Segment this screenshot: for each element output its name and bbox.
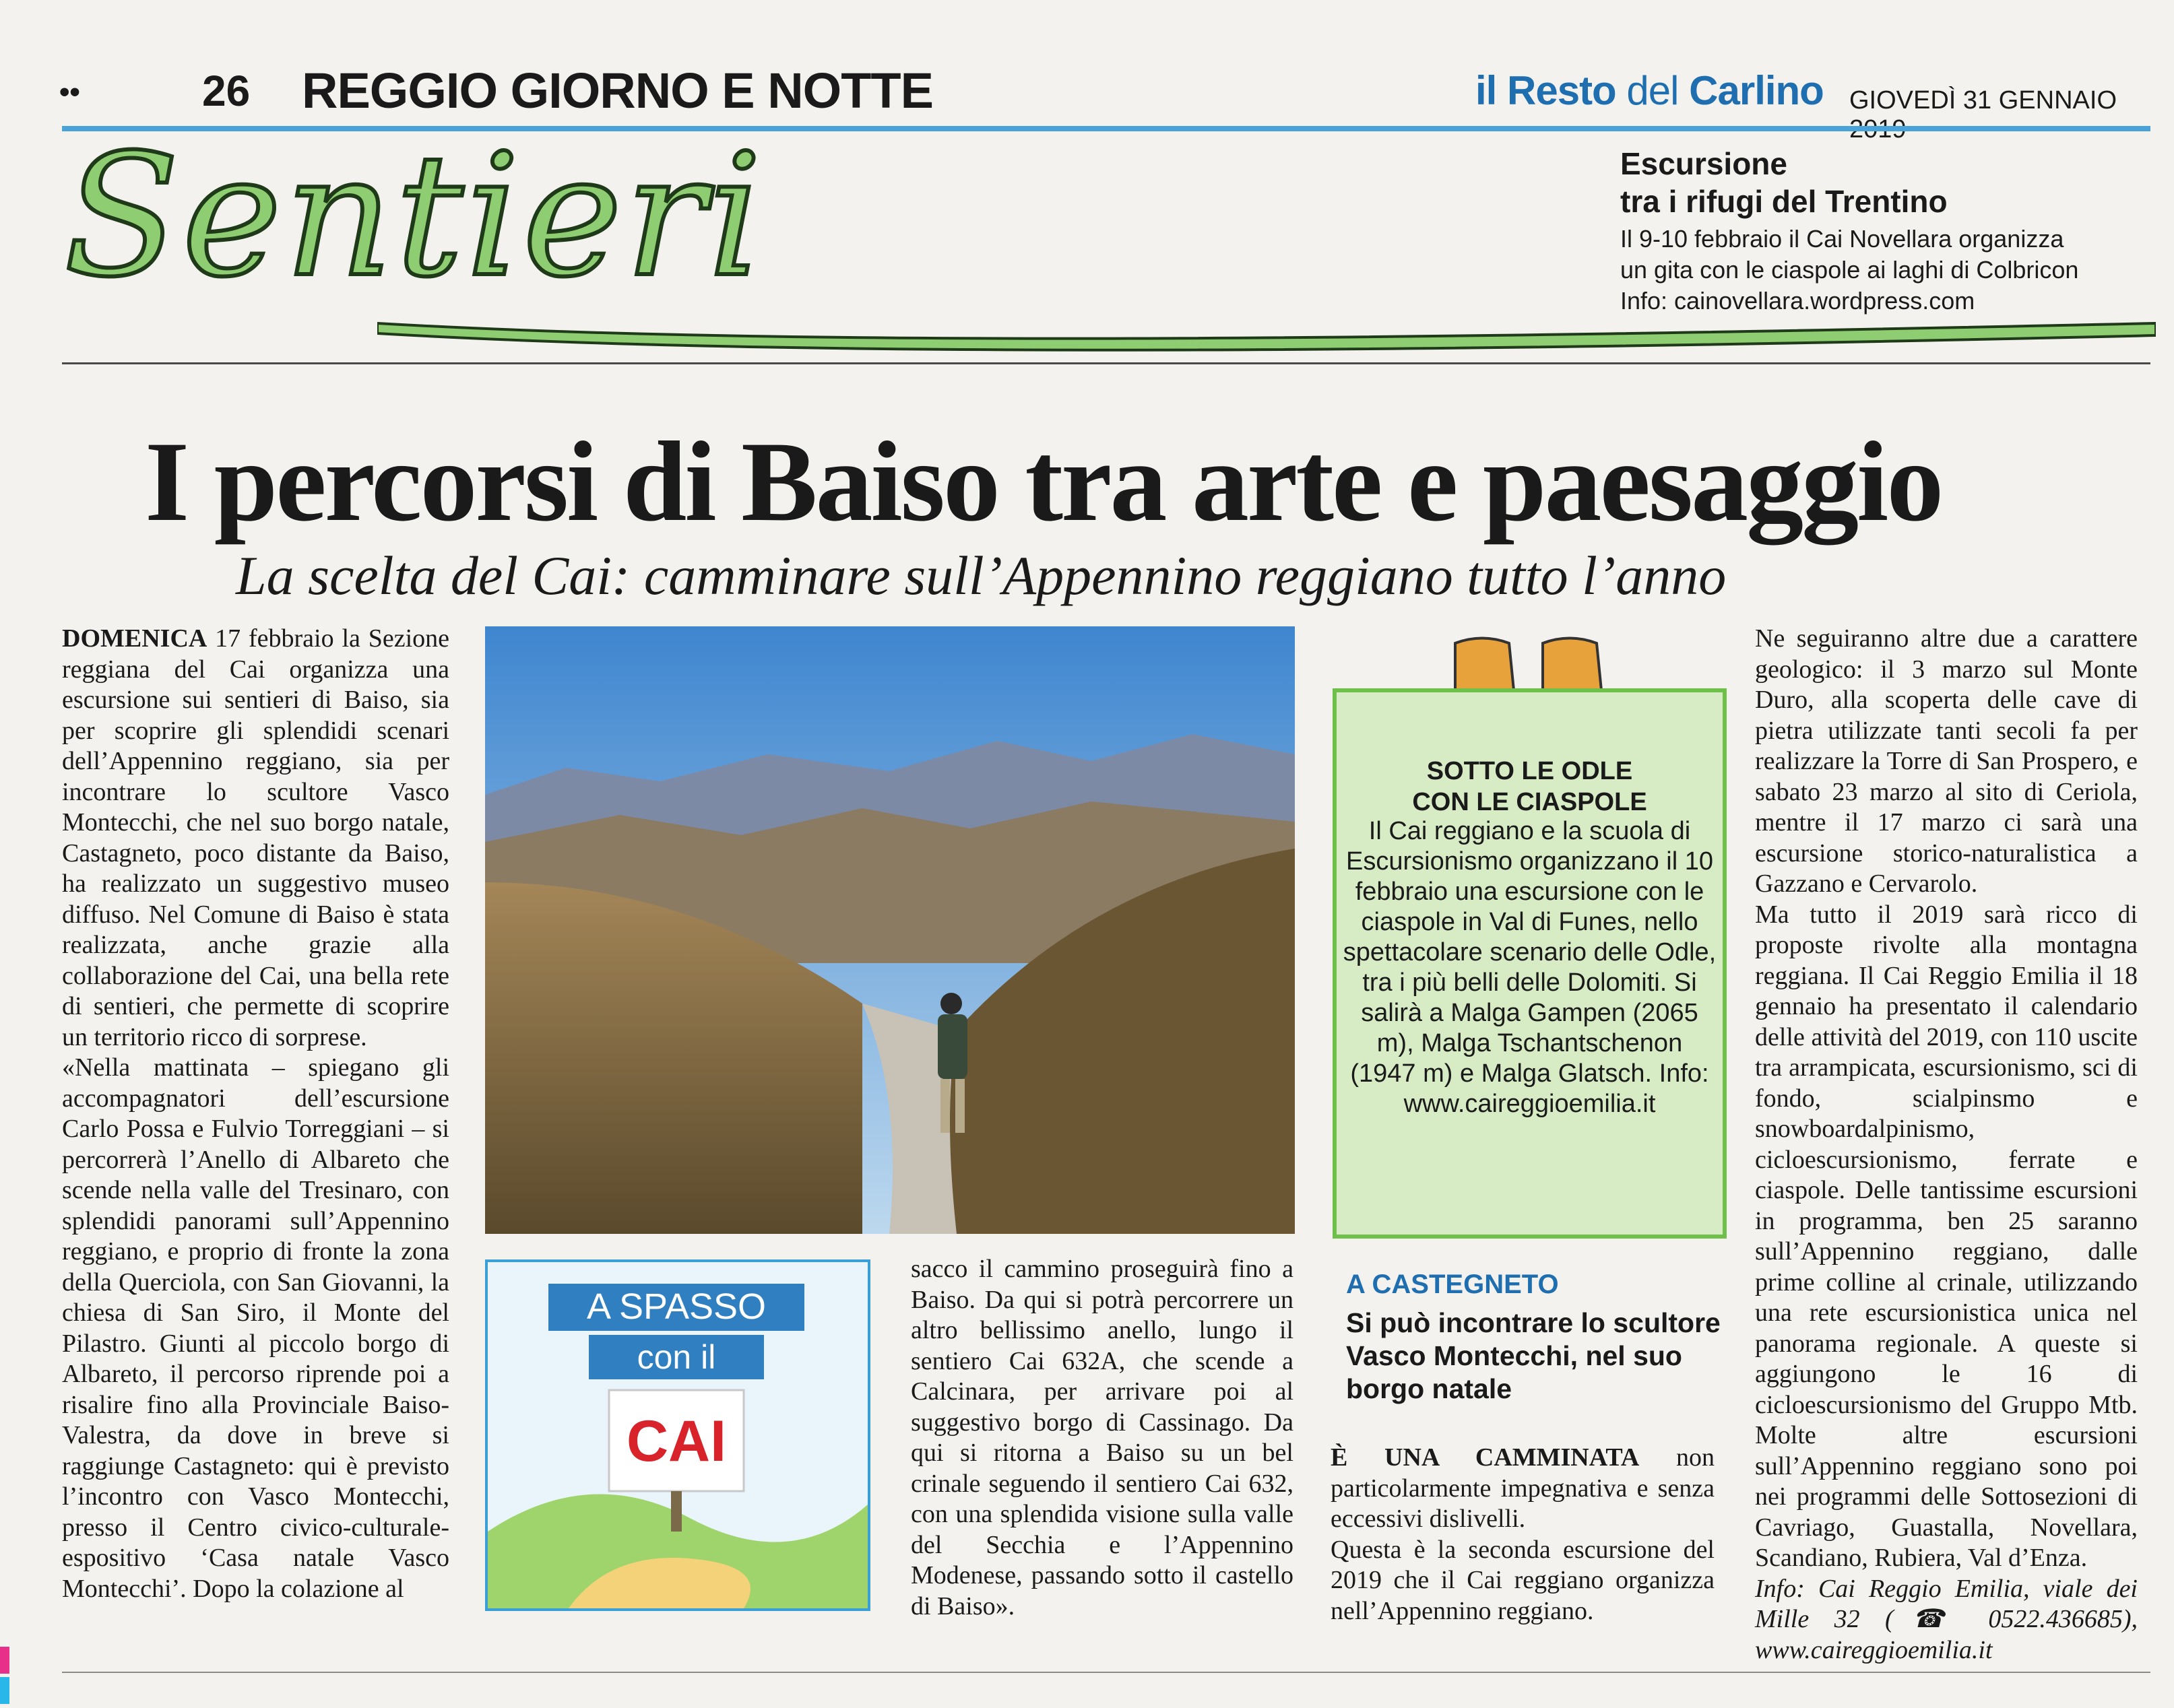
- paragraph: Ma tutto il 2019 sarà ricco di proposte rivolte alla montagna reggiana. Il Cai Reggio Emilia il 18 gennaio ha presentato il calendario delle attività del 2019, con 110 uscite tra arrampicata, escursionismo, sci di fondo, scialpinsmo e snowboardalpinismo, cicloescursionismo, ferrate e ciaspole. Delle tantissime escursioni in programma, ben 25 saranno sull’Appennino reggiano, dalle prime colline al crinale, utilizzando una rete escursionistica unica nel panorama regionale. A queste si aggiungono le 16 di cicloescursionismo del Gruppo Mtb. Molte altre escursioni sull’Appennino reggiano sono poi nei programmi delle Sottosezioni di Cavriago, Guastalla, Novellara, Scandiano, Rubiera, Val d’Enza.: [1755, 900, 2138, 1572]
- masthead-part-3: Carlino: [1689, 68, 1824, 113]
- paragraph-text: non particolarmente impegnativa e senza eccessivi dislivelli.: [1331, 1443, 1715, 1533]
- teaser-heading-line-1: Escursione: [1620, 146, 1787, 181]
- teaser-heading-line-2: tra i rifugi del Trentino: [1620, 184, 1948, 219]
- section-title: REGGIO GIORNO E NOTTE: [302, 63, 933, 119]
- castegneto-label: A CASTEGNETO: [1346, 1270, 1559, 1299]
- article-column-4: [1331, 1443, 1715, 1627]
- teaser-line-1: Il 9-10 febbraio il Cai Novellara organizza: [1620, 225, 2064, 253]
- sentieri-title: Sentieri: [64, 118, 765, 314]
- info-line: Info: Cai Reggio Emilia, viale dei Mille 32 (☎ 0522.436685), www.caireggioemilia.it: [1755, 1574, 2138, 1664]
- teaser-heading: [1620, 145, 1948, 220]
- banner-rule: [62, 362, 2150, 364]
- article-column-5: [1755, 624, 2138, 1666]
- page-marker: ••: [59, 75, 80, 108]
- castegneto-heading: Si può incontrare lo scultore Vasco Montecchi, nel suo borgo natale: [1346, 1307, 1721, 1404]
- print-registration-mark: [0, 1647, 9, 1674]
- sidebar-green-body: Il Cai reggiano e la scuola di Escursionismo organizzano il 10 febbraio una escursione con le ciaspole in Val di Funes, nello spettacolare scenario delle Odle, tra i più belli delle Dolomiti. Si salirà a Malga Gampen (2065 m), Malga Tschantschenon (1947 m) e Malga Glatsch. Info: www.caireggioemilia.it: [1343, 817, 1717, 1118]
- hiker-landscape-photo: [485, 626, 1295, 1234]
- paragraph-text: 17 febbraio la Sezione reggiana del Cai organizza una escursione sui sentieri di Baiso, sia per scoprire gli splendidi scenari dell’Appennino reggiano, sia per incontrare lo scultore Vasco Montecchi, che nel suo borgo natale, Castagneto, poco distante da Baiso, ha realizzato un suggestivo museo diffuso. Nel Comune di Baiso è stata realizzata, anche grazie alla collaborazione del Cai, una bella rete di sentieri, che permette di scoprire un territorio ricco di sorprese.: [62, 624, 449, 1051]
- teaser-line-2: un gita con le ciaspole ai laghi di Colbricon: [1620, 256, 2079, 284]
- cai-logo-graphic: [488, 1262, 868, 1608]
- footer-rule: [62, 1672, 2150, 1673]
- teaser-line-3: Info: cainovellara.wordpress.com: [1620, 287, 1975, 315]
- article-headline: I percorsi di Baiso tra arte e paesaggio: [145, 418, 1942, 545]
- issue-date: GIOVEDÌ 31 GENNAIO: [1849, 86, 2117, 114]
- paragraph: Questa è la seconda escursione del 2019 che il Cai reggiano organizza nell’Appennino reggiano.: [1331, 1535, 1715, 1625]
- sidebar-green-title-line-1: SOTTO LE ODLE: [1426, 757, 1633, 785]
- paragraph: [1331, 1443, 1715, 1535]
- masthead-part-1: il Resto: [1475, 68, 1627, 113]
- teaser-body: [1620, 224, 2152, 317]
- article-column-1: [62, 624, 449, 1604]
- article-subhead: La scelta del Cai: camminare sull’Appennino reggiano tutto l’anno: [236, 545, 1727, 606]
- paragraph: sacco il cammino proseguirà fino a Baiso. Da qui si potrà percorrere un altro bellissimo anello, lungo il sentiero Cai 632A, che scende a Calcinara, per arrivare poi al suggestivo borgo di Cassinago. Da qui si ritorna a Baiso su un bel crinale seguendo il sentiero Cai 632, con una splendida visione sulla valle del Secchia e l’Appennino Modenese, passando sotto il castello di Baiso».: [911, 1255, 1293, 1620]
- lead-keyword: È UNA CAMMINATA: [1331, 1443, 1640, 1472]
- paragraph: Ne seguiranno altre due a carattere geologico: il 3 marzo sul Monte Duro, alla scoperta delle cave di pietra utilizzate tanti secoli fa per realizzare la Torre di San Prospero, e sabato 23 marzo al sito di Ceriola, mentre il 17 marzo ci sarà una escursione storico-naturalistica a Gazzano e Cervarolo.: [1755, 624, 2138, 898]
- masthead-part-2: del: [1626, 68, 1690, 113]
- a-spasso-con-il-cai-logo: [485, 1259, 870, 1611]
- logo-line-3: CAI: [626, 1409, 727, 1474]
- print-registration-mark: [0, 1677, 9, 1704]
- sidebar-green-title-line-2: CON LE CIASPOLE: [1412, 788, 1647, 816]
- logo-line-2: con il: [637, 1338, 716, 1376]
- paragraph: [62, 624, 449, 1053]
- article-column-3: [911, 1254, 1293, 1622]
- logo-line-1: A SPASSO: [586, 1286, 767, 1327]
- paragraph: «Nella mattinata – spiegano gli accompagnatori dell’escursione Carlo Possa e Fulvio Torreggiani – si percorrerà l’Anello di Albareto che scende nella valle del Tresinaro, con splendidi panorami sull’Appennino reggiano, e proprio di fronte la zona della Querciola, con San Giovanni, la chiesa di San Siro, il Monte del Pilastro. Giunti al piccolo borgo di Albareto, il percorso riprende poi a risalire fino alla Provinciale Baiso-Valestra, da dove in breve si raggiunge Castagneto: qui è previsto l’incontro con Vasco Montecchi, presso il Centro civico-culturale-espositivo ‘Casa natale Vasco Montecchi’. Dopo la colazione al: [62, 1053, 449, 1603]
- lead-keyword: DOMENICA: [62, 624, 207, 653]
- sidebar-green-title: [1333, 756, 1727, 818]
- page-number: 26: [202, 67, 251, 115]
- newspaper-masthead: [1475, 67, 1824, 114]
